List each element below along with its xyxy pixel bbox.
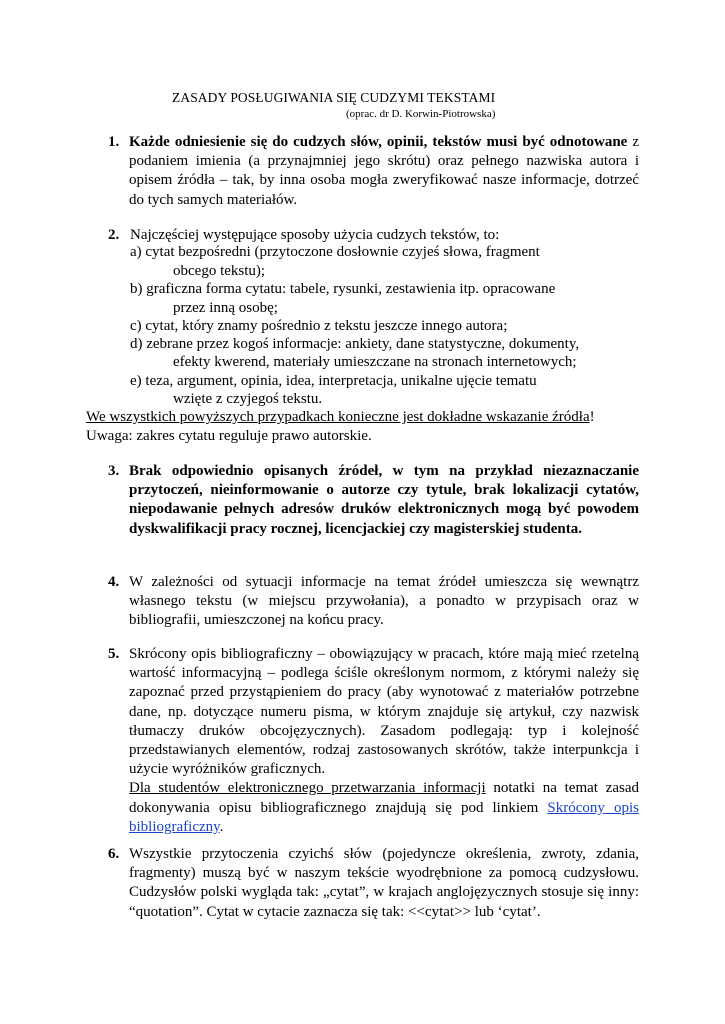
- item-5-underlined-text: Dla studentów elektronicznego przetwarzania informacji: [129, 780, 486, 797]
- item-2-option-d-line1: d) zebrane przez kogoś informacje: ankiety, dane statystyczne, dokumenty,: [130, 336, 580, 352]
- item-2-intro: Najczęściej występujące sposoby użycia cudzych tekstów, to:: [130, 227, 500, 243]
- item-4-paragraph: W zależności od sytuacji informacje na temat źródeł umieszcza się wewnątrz własnego tekstu (w miejscu przywołania), a ponadto w przypisach oraz w bibliografii, umieszczonej na końcu pracy.: [129, 574, 639, 629]
- item-2-option-e-line2: wzięte z czyjegoś tekstu.: [173, 391, 323, 407]
- item-5-paragraph: [129, 645, 639, 837]
- item-2-option-e-line1: e) teza, argument, opinia, idea, interpretacja, unikalne ujęcie tematu: [130, 373, 537, 389]
- item-1-paragraph: [129, 133, 639, 210]
- item-2-option-b-line1: b) graficzna forma cytatu: tabele, rysunki, zestawienia itp. opracowane: [130, 281, 556, 297]
- item-2-warning: Uwaga: zakres cytatu reguluje prawo autorskie.: [86, 428, 372, 444]
- bibliography-link[interactable]: Skrócony opis bibliograficzny: [129, 799, 639, 835]
- item-2-option-c: c) cytat, który znamy pośrednio z tekstu jeszcze innego autora;: [130, 318, 508, 334]
- item-6-number: 6.: [108, 846, 120, 862]
- item-5-end: .: [219, 818, 224, 835]
- item-4-number: 4.: [108, 574, 120, 590]
- page-subtitle: (oprac. dr D. Korwin-Piotrowska): [346, 108, 496, 120]
- item-1-rest-text: z podaniem imienia (a przynajmniej jego skrótu) oraz pełnego nazwiska autora i opisem źródła – tak, by inna osoba mogła zweryfikować nasze informacje, dotrzeć do tych samych materiałów.: [129, 134, 639, 208]
- item-3-number: 3.: [108, 463, 120, 479]
- item-2-note: [86, 408, 595, 427]
- item-5-after-underline: notatki na temat zasad dokonywania opisu bibliograficznego znajdują się pod linkiem: [129, 780, 640, 816]
- item-2-number: 2.: [108, 227, 120, 243]
- item-2-note-underlined: We wszystkich powyższych przypadkach konieczne jest dokładne wskazanie źródła: [86, 409, 590, 425]
- item-3-paragraph: Brak odpowiednio opisanych źródeł, w tym na przykład niezaznaczanie przytoczeń, nieinformowanie o autorze czy tytule, brak lokalizacji cytatów, niepodawanie pełnych adresów druków elektronicznych mogą być powodem dyskwalifikacji pracy rocznej, licencjackiej czy magisterskiej studenta.: [129, 463, 639, 537]
- item-1-number: 1.: [108, 134, 120, 150]
- item-2-option-d-line2: efekty kwerend, materiały umieszczane na stronach internetowych;: [173, 354, 577, 370]
- item-2-option-b-line2: przez inną osobę;: [173, 300, 278, 316]
- item-2-option-a-line1: a) cytat bezpośredni (przytoczone dosłownie czyjeś słowa, fragment: [130, 244, 540, 260]
- item-2-note-end: !: [589, 409, 595, 425]
- item-5-main-text: Skrócony opis bibliograficzny – obowiązujący w pracach, które mają mieć rzetelną wartość informacyjną – podlega ściśle określonym normom, z którymi należy się zapoznać przed przystąpieniem do pracy (aby wynotować z materiałów potrzebne dane, np. dotyczące numeru pisma, w którym znajduje się artykuł, czy nazwisk tłumaczy druków obcojęzycznych). Zasadom podlegają: typ i kolejność przedstawianych elementów, rodzaj zastosowanych skrótów, także interpunkcja i użycie wyróżników graficznych.: [129, 646, 639, 778]
- item-1-bold-text: Każde odniesienie się do cudzych słów, opinii, tekstów musi być odnotowane: [129, 134, 628, 150]
- item-6-paragraph: Wszystkie przytoczenia czyichś słów (pojedyncze określenia, zwroty, zdania, fragmenty) muszą być w naszym tekście wyodrębnione za pomocą cudzysłowu. Cudzysłów polski wygląda tak: „cytat”, w krajach anglojęzycznych stosuje się inny: “quotation”. Cytat w cytacie zaznacza się tak: <<cytat>> lub ‘cytat’.: [129, 846, 639, 920]
- page-title: ZASADY POSŁUGIWANIA SIĘ CUDZYMI TEKSTAMI: [172, 90, 496, 105]
- item-5-number: 5.: [108, 646, 120, 662]
- item-2-option-a-line2: obcego tekstu);: [173, 263, 266, 279]
